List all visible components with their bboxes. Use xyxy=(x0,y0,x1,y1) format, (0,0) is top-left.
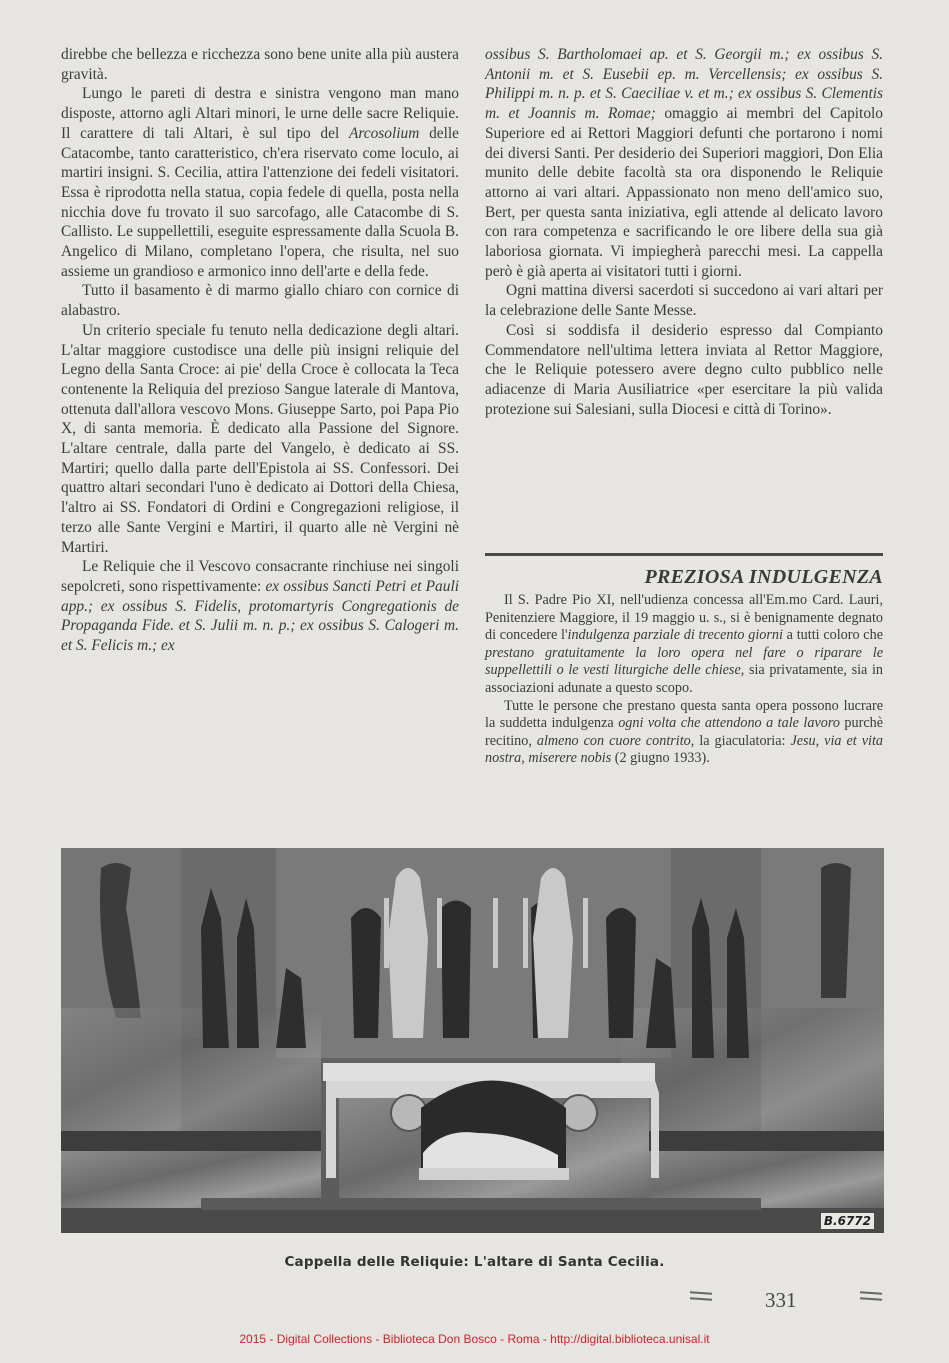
text: omaggio ai membri del Capitolo Superiore ed ai Rettori Maggiori defunti che portarono i nomi dei diversi Santi. Per desiderio dei Superiori maggiori, Don Elia munito delle debite facoltà sta ora disponendo le Reliquie attorno ai vari altari. Appassionato non meno dell'amico suo, Bert, per questa santa iniziativa, egli attende al delicato lavoro con rara competenza e sacrificando le ore libere della sua già laboriosa giornata. Vi impiegherà parecchi mesi. La cappella però è già aperta ai visitatori tutti i giorni. xyxy=(485,105,883,280)
italic-text: indulgenza parziale di trecento giorni xyxy=(567,627,783,644)
italic-text: almeno con cuore contrito xyxy=(536,732,691,749)
text: Tutte le persone che prestano questa santa opera possono lucrare la suddetta indulgenza xyxy=(485,697,883,732)
text: , la giaculatoria: xyxy=(690,732,791,749)
photo-archive-tag: B.6772 xyxy=(821,1213,874,1229)
section-title: PREZIOSA INDULGENZA xyxy=(644,566,883,588)
italic-text: Jesu, via et vita nostra, miserere nobis xyxy=(485,732,883,767)
paragraph xyxy=(61,84,459,281)
paragraph: Ogni mattina diversi sacerdoti si succedono ai vari altari per la celebrazione delle Sante Messe. xyxy=(485,282,883,320)
text: (2 giugno 1933). xyxy=(611,750,710,767)
text: a tutti coloro che xyxy=(782,627,883,644)
italic-text: ogni volta che attendono a tale lavoro xyxy=(618,715,840,732)
section-body xyxy=(485,592,883,768)
text: Le Reliquie che il Vescovo consacrante rinchiuse nei singoli sepolcreti, sono rispettivamente: xyxy=(61,558,459,595)
left-column xyxy=(61,45,459,656)
italic-text: Arcosolium xyxy=(348,124,420,142)
text: , sia privatamente, sia in associazioni adunate a questo scopo. xyxy=(485,662,883,696)
text: Il S. Padre Pio XI, nell'udienza concessa all'Em.mo Card. Lauri, Penitenziere Maggiore, il 19 maggio u. s., si è benignamente degnato di concedere l' xyxy=(485,592,883,644)
paragraph xyxy=(485,698,883,768)
text: delle Catacombe, tanto caratteristico, ch'era riservato come loculo, ai martiri insigni. S. Cecilia, attira l'attenzione dei fedeli visitatori. Essa è riprodotta nella statua, copia fedele di quella, posta nella nicchia dove fu trovato il suo sarcofago, alle Catacombe di S. Callisto. Le suppellettili, eseguite espressamente dalla Scuola B. Angelico di Milano, completano l'opera, che risulta, nel suo assieme un grandioso e armonico inno dell'arte e della fede. xyxy=(61,124,459,280)
text: purchè recitino, xyxy=(485,715,884,749)
right-column xyxy=(485,45,883,419)
paragraph xyxy=(485,45,883,281)
photo-caption: Cappella delle Reliquie: L'altare di Santa Cecilia. xyxy=(284,1254,665,1270)
margin-mark-left xyxy=(690,1292,712,1306)
paragraph xyxy=(485,592,883,698)
paragraph: Così si soddisfa il desiderio espresso dal Compianto Commendatore nell'ultima lettera inviata al Rettor Maggiore, che le Reliquie potessero avere degno culto pubblico nelle adiacenze di Maria Ausiliatrice «per esercitare la più valida protezione sui Salesiani, sulla Diocesi e città di Torino». xyxy=(485,321,883,418)
digital-collection-credit: 2015 - Digital Collections - Biblioteca Don Bosco - Roma - http://digital.biblioteca.unisal.it xyxy=(239,1332,710,1346)
page-number: 331 xyxy=(765,1288,797,1312)
altar-photograph xyxy=(61,848,884,1233)
section-divider xyxy=(485,553,883,556)
margin-mark-right xyxy=(860,1292,882,1306)
text: Lungo le pareti di destra e sinistra vengono man mano disposte, attorno agli Altari minori, le urne delle sacre Reliquie. Il carattere di tali Altari, è sul tipo del xyxy=(61,85,459,142)
paragraph: Tutto il basamento è di marmo giallo chiaro con cornice di alabastro. xyxy=(61,282,459,320)
italic-text: ex ossibus Sancti Petri et Pauli app.; ex ossibus S. Fidelis, protomartyris Congregationis de Propaganda Fide. et S. Julii m. n. p.; ex ossibus S. Calogeri m. et S. Felicis m.; ex xyxy=(61,577,459,655)
altar-illustration xyxy=(61,848,884,1233)
italic-text: prestano gratuitamente la loro opera nel fare o riparare le suppellettili o le vesti liturgiche delle chiese xyxy=(485,644,883,679)
italic-text: ossibus S. Bartholomaei ap. et S. Georgii m.; ex ossibus S. Antonii m. et S. Eusebii ep. m. Vercellensis; ex ossibus S. Philippi m. n. p. et S. Caeciliae v. et m.; ex ossibus S. Clementis m. et Joannis m. Romae; xyxy=(485,46,883,123)
paragraph: Un criterio speciale fu tenuto nella dedicazione degli altari. L'altar maggiore custodisce una delle più insigni reliquie del Legno della Santa Croce: ai pie' della Croce è collocata la Teca contenente la Reliquia del prezioso Sangue laterale di Mantova, ottenuta dall'allora vescovo Mons. Giuseppe Sarto, poi Papa Pio X, di santa memoria. È dedicato alla Passione del Signore. L'altare centrale, dalla parte del Vangelo, è dedicato ai SS. Martiri; quello dalla parte dell'Epistola ai SS. Confessori. Dei quattro altari secondari l'uno è dedicato ai Dottori della Chiesa, l'altro ai SS. Fondatori di Ordini e Congregazioni religiose, il terzo alle Sante Vergini e Martiri, il quarto alle nè Vergini nè Martiri. xyxy=(61,321,459,556)
paragraph: direbbe che bellezza e ricchezza sono bene unite alla più austera gravità. xyxy=(61,46,459,83)
paragraph xyxy=(61,557,459,656)
